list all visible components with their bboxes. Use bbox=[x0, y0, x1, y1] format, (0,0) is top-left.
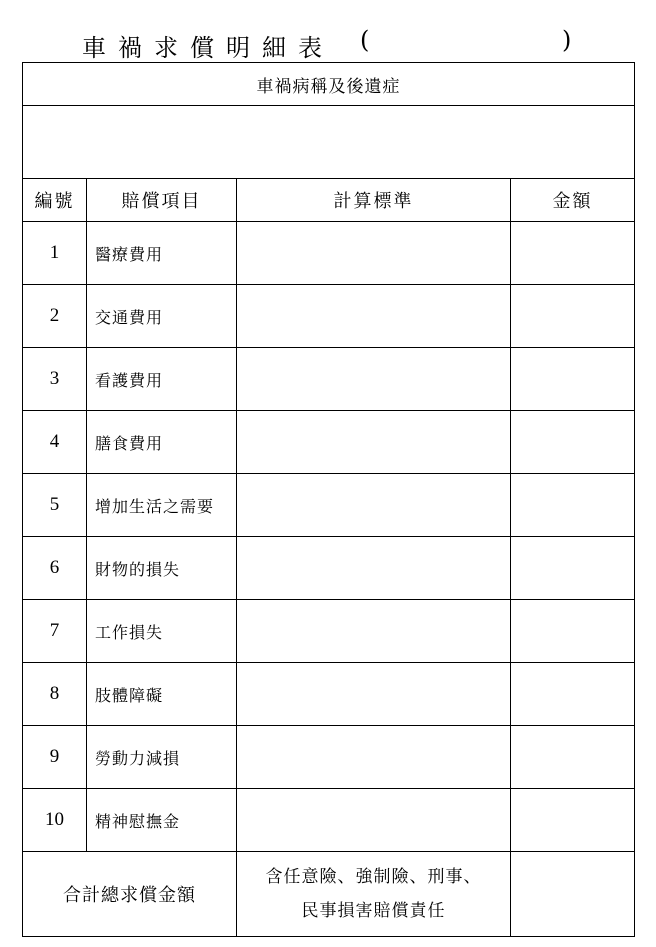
row-standard-cell[interactable] bbox=[237, 537, 511, 600]
row-number: 6 bbox=[23, 537, 87, 600]
table-row bbox=[23, 222, 635, 285]
table-row bbox=[23, 537, 635, 600]
title-text: 車禍求償明細表 bbox=[82, 34, 334, 62]
row-standard-cell[interactable] bbox=[237, 600, 511, 663]
row-number: 7 bbox=[23, 600, 87, 663]
row-standard-cell[interactable] bbox=[237, 348, 511, 411]
row-standard-cell[interactable] bbox=[237, 411, 511, 474]
row-amount-cell[interactable] bbox=[511, 285, 635, 348]
total-amount-cell[interactable] bbox=[511, 852, 635, 937]
total-claim-label: 合計總求償金額 bbox=[23, 852, 237, 937]
row-item: 增加生活之需要 bbox=[87, 474, 237, 537]
row-item: 財物的損失 bbox=[87, 537, 237, 600]
injury-section-header: 車禍病稱及後遺症 bbox=[23, 63, 635, 106]
row-standard-cell[interactable] bbox=[237, 789, 511, 852]
row-item: 膳食費用 bbox=[87, 411, 237, 474]
column-header-number: 編號 bbox=[23, 179, 87, 222]
row-amount-cell[interactable] bbox=[511, 222, 635, 285]
row-amount-cell[interactable] bbox=[511, 663, 635, 726]
row-number: 10 bbox=[23, 789, 87, 852]
table-row bbox=[23, 348, 635, 411]
title-paren-close: ) bbox=[562, 26, 572, 54]
row-amount-cell[interactable] bbox=[511, 600, 635, 663]
column-header-amount: 金額 bbox=[511, 179, 635, 222]
injury-description-field[interactable] bbox=[23, 106, 635, 179]
row-standard-cell[interactable] bbox=[237, 663, 511, 726]
row-amount-cell[interactable] bbox=[511, 789, 635, 852]
row-number: 1 bbox=[23, 222, 87, 285]
row-item: 醫療費用 bbox=[87, 222, 237, 285]
row-number: 9 bbox=[23, 726, 87, 789]
row-amount-cell[interactable] bbox=[511, 474, 635, 537]
row-amount-cell[interactable] bbox=[511, 411, 635, 474]
table-row bbox=[23, 789, 635, 852]
row-standard-cell[interactable] bbox=[237, 222, 511, 285]
table-row bbox=[23, 663, 635, 726]
row-number: 8 bbox=[23, 663, 87, 726]
title-paren-open: ( bbox=[360, 26, 370, 54]
document-title bbox=[0, 22, 656, 62]
row-number: 4 bbox=[23, 411, 87, 474]
row-number: 2 bbox=[23, 285, 87, 348]
row-number: 5 bbox=[23, 474, 87, 537]
row-item: 交通費用 bbox=[87, 285, 237, 348]
table-row bbox=[23, 411, 635, 474]
claim-table bbox=[22, 62, 635, 937]
row-standard-cell[interactable] bbox=[237, 474, 511, 537]
row-number: 3 bbox=[23, 348, 87, 411]
table-row bbox=[23, 600, 635, 663]
column-header-standard: 計算標準 bbox=[237, 179, 511, 222]
column-header-item: 賠償項目 bbox=[87, 179, 237, 222]
table-row bbox=[23, 474, 635, 537]
row-standard-cell[interactable] bbox=[237, 285, 511, 348]
row-item: 肢體障礙 bbox=[87, 663, 237, 726]
total-claim-note bbox=[237, 852, 511, 937]
table-row bbox=[23, 285, 635, 348]
row-amount-cell[interactable] bbox=[511, 726, 635, 789]
row-item: 看護費用 bbox=[87, 348, 237, 411]
row-item: 工作損失 bbox=[87, 600, 237, 663]
row-amount-cell[interactable] bbox=[511, 537, 635, 600]
total-note-line-1: 含任意險、強制險、刑事、 bbox=[265, 867, 482, 887]
row-amount-cell[interactable] bbox=[511, 348, 635, 411]
total-note-line-2: 民事損害賠償責任 bbox=[301, 901, 446, 921]
table-row bbox=[23, 726, 635, 789]
row-item: 勞動力減損 bbox=[87, 726, 237, 789]
row-standard-cell[interactable] bbox=[237, 726, 511, 789]
row-item: 精神慰撫金 bbox=[87, 789, 237, 852]
